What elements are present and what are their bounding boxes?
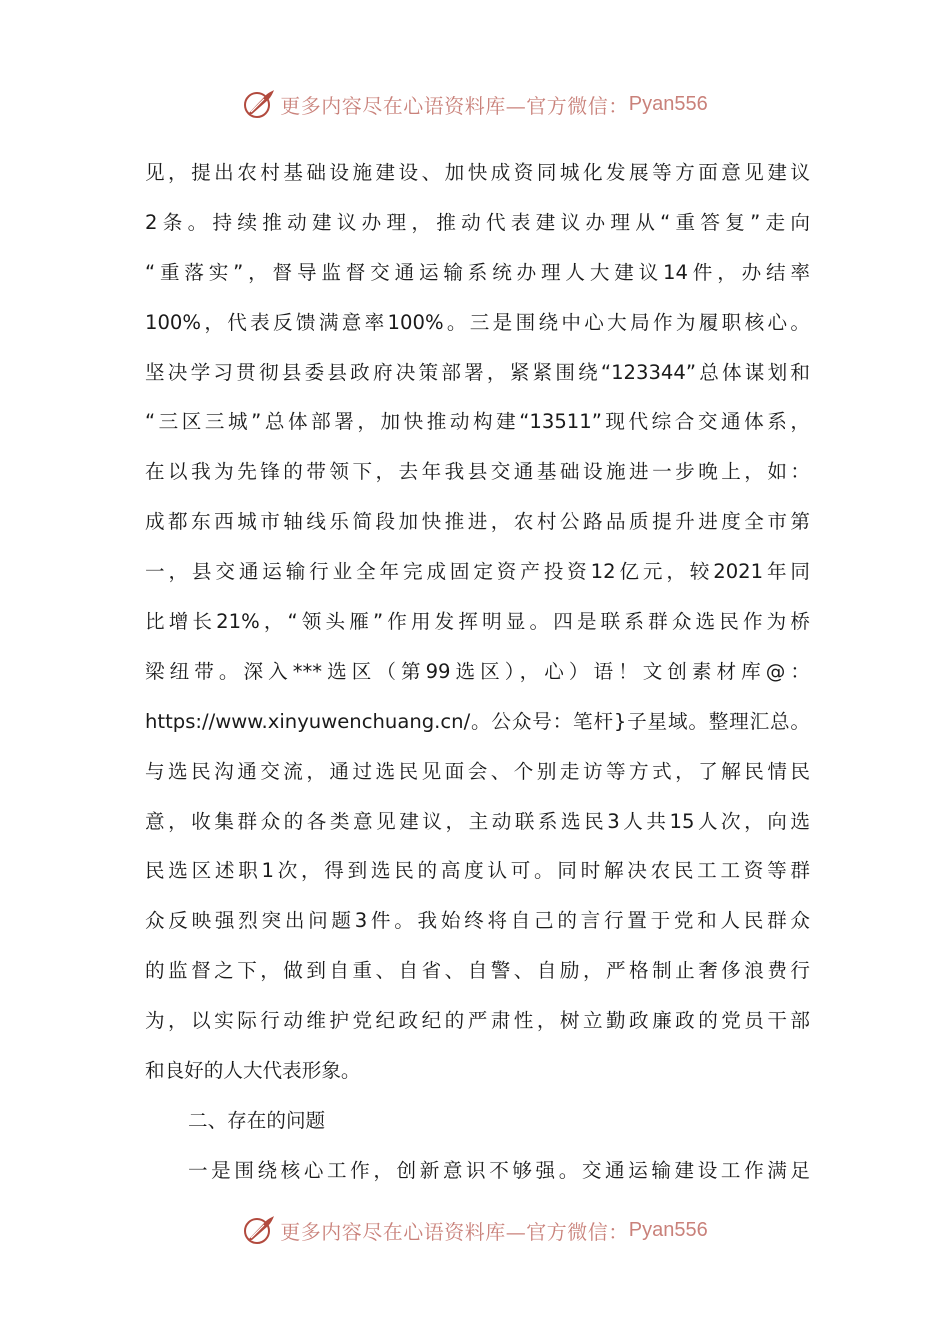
footer-watermark — [0, 1210, 950, 1250]
body-line: “重落实”，督导监督交通运输系统办理人大建议14件，办结率 — [145, 260, 810, 284]
body-line: 成都东西城市轴线乐简段加快推进，农村公路品质提升进度全市第 — [145, 510, 810, 534]
body-line: 2条。持续推动建议办理，推动代表建议办理从“重答复”走向 — [145, 210, 810, 234]
body-line: “三区三城”总体部署，加快推动构建“13511”现代综合交通体系， — [145, 410, 810, 434]
body-line: 为，以实际行动维护党纪政纪的严肃性，树立勤政廉政的党员干部 — [145, 1009, 810, 1033]
body-line: 比增长21%，“领头雁”作用发挥明显。四是联系群众选民作为桥 — [145, 610, 810, 634]
watermark-wechat-id: Pyan556 — [628, 92, 708, 115]
body-line: 在以我为先锋的带领下，去年我县交通基础设施进一步晚上，如： — [145, 460, 810, 484]
body-line: 梁纽带。深入***选区（第99选区），心）语！文创素材库@： — [145, 659, 810, 683]
body-line: 一，县交通运输行业全年完成固定资产投资12亿元，较2021年同 — [145, 560, 810, 584]
body-line: 与选民沟通交流，通过选民见面会、个别走访等方式，了解民情民 — [145, 759, 810, 783]
quill-logo-icon — [242, 1213, 276, 1247]
section-heading: 二、存在的问题 — [188, 1108, 326, 1132]
watermark-wechat-id: Pyan556 — [628, 1218, 708, 1241]
watermark-text: 更多内容尽在心语资料库—官方微信： — [280, 93, 629, 118]
body-line: 见，提出农村基础设施建设、加快成资同城化发展等方面意见建议 — [145, 161, 810, 184]
body-line: 的监督之下，做到自重、自省、自警、自励，严格制止奢侈浪费行 — [145, 959, 810, 983]
body-line: 众反映强烈突出问题3件。我始终将自己的言行置于党和人民群众 — [145, 909, 810, 933]
document-body — [145, 148, 810, 1196]
body-line: 和良好的人大代表形象。 — [145, 1059, 361, 1083]
body-line: 民选区述职1次，得到选民的高度认可。同时解决农民工工资等群 — [145, 859, 810, 883]
quill-logo-icon — [242, 87, 276, 121]
body-line-url: https://www.xinyuwenchuang.cn/。公众号：笔杆}子星域。整理汇总。 — [145, 709, 810, 733]
body-line: 坚决学习贯彻县委县政府决策部署，紧紧围绕“123344”总体谋划和 — [145, 360, 810, 384]
header-watermark — [0, 84, 950, 124]
body-line: 100%，代表反馈满意率100%。三是围绕中心大局作为履职核心。 — [145, 310, 810, 334]
section-first-line: 一是围绕核心工作，创新意识不够强。交通运输建设工作满足 — [188, 1158, 810, 1182]
watermark-text: 更多内容尽在心语资料库—官方微信： — [280, 1219, 629, 1244]
body-line: 意，收集群众的各类意见建议，主动联系选民3人共15人次，向选 — [145, 809, 810, 833]
